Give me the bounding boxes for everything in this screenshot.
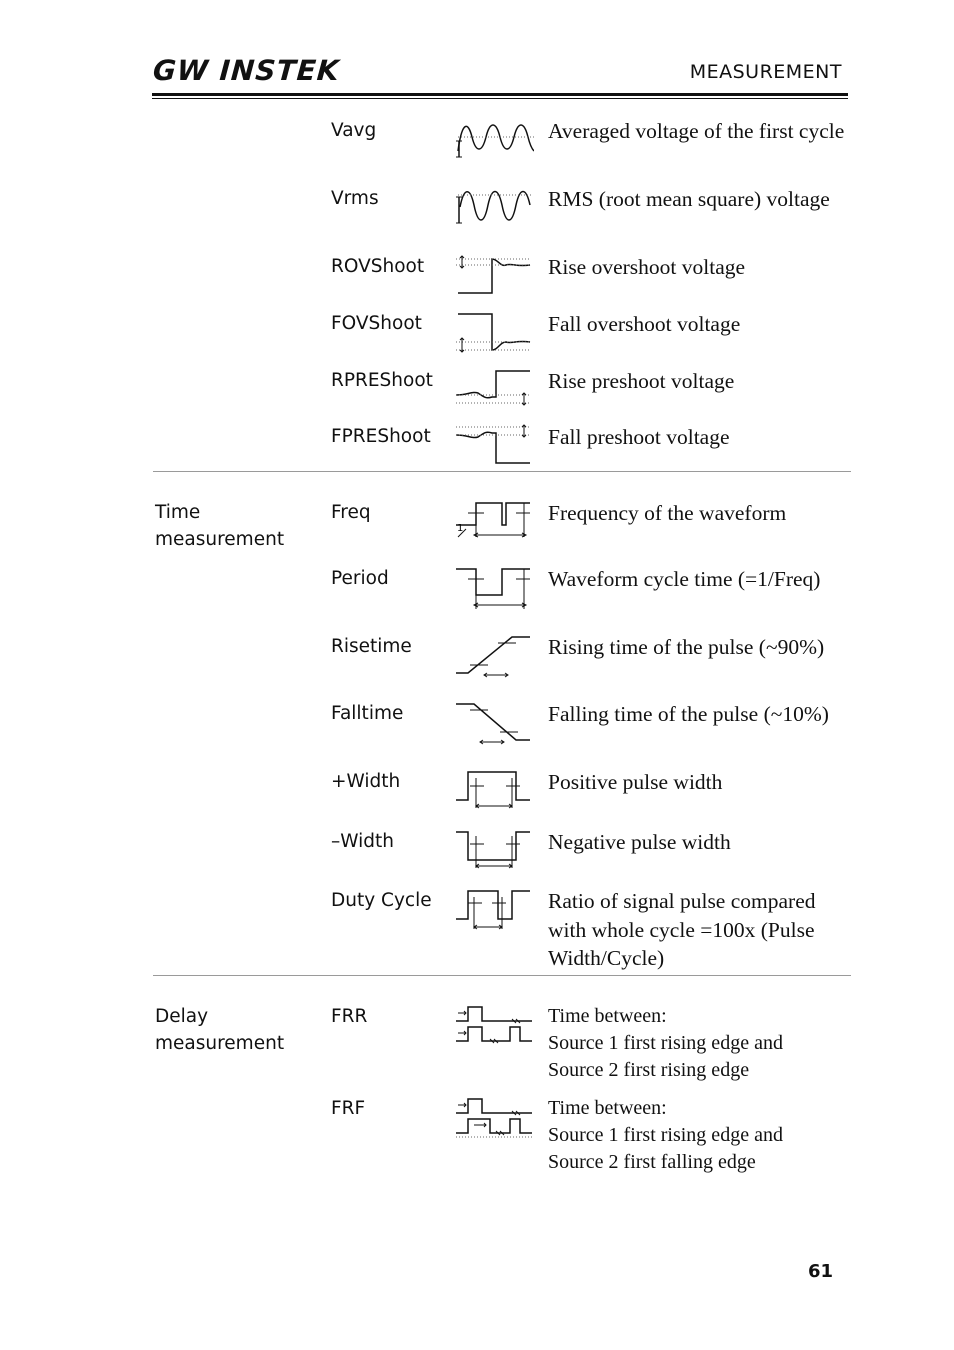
frequency-icon [454, 499, 534, 555]
measurement-name: –Width [331, 831, 394, 852]
measurement-name: Risetime [331, 636, 412, 657]
measurement-name: Vavg [331, 120, 377, 141]
measurement-name: FOVShoot [331, 313, 422, 334]
section-title: MEASUREMENT [689, 61, 842, 83]
measurement-description: Waveform cycle time (=1/Freq) [548, 567, 821, 591]
section-divider [153, 471, 851, 472]
fall-overshoot-icon [454, 310, 534, 366]
category-label: Delay measurement [155, 1006, 285, 1054]
measurement-name: FPREShoot [331, 426, 431, 447]
frf-icon [454, 1095, 534, 1151]
svg-text:1: 1 [457, 523, 464, 534]
measurement-description [548, 1095, 848, 1176]
measurement-description: Fall preshoot voltage [548, 425, 730, 449]
duty-cycle-icon [454, 887, 534, 943]
measurement-description: Falling time of the pulse (~10%) [548, 702, 829, 726]
measurement-name: Period [331, 568, 389, 589]
description-line: Source 2 first falling edge [548, 1151, 756, 1173]
rise-overshoot-icon [454, 253, 534, 309]
description-line: Time between: [548, 1097, 667, 1119]
vrms-icon [454, 185, 534, 241]
measurement-name: Duty Cycle [331, 890, 432, 911]
page-number: 61 [807, 1261, 833, 1282]
risetime-icon [454, 633, 534, 689]
period-icon [454, 565, 534, 621]
description-line: Source 1 first rising edge and [548, 1124, 783, 1146]
measurement-description: Rise preshoot voltage [548, 369, 735, 393]
measurement-name: FRF [331, 1098, 366, 1119]
vavg-icon [454, 117, 534, 173]
category-label: Time measurement [155, 502, 285, 550]
measurement-name: RPREShoot [331, 370, 433, 391]
measurement-description [548, 1003, 848, 1084]
description-line: Time between: [548, 1005, 667, 1027]
rise-preshoot-icon [454, 367, 534, 423]
description-line: Source 2 first rising edge [548, 1059, 750, 1081]
section-divider [153, 975, 851, 976]
measurement-name: Freq [331, 502, 371, 523]
measurement-name: Falltime [331, 703, 404, 724]
measurement-description: Negative pulse width [548, 830, 731, 854]
header-rule-thin [152, 98, 848, 99]
measurement-description: Fall overshoot voltage [548, 312, 741, 336]
measurement-description: Positive pulse width [548, 770, 723, 794]
measurement-description: Frequency of the waveform [548, 501, 787, 525]
brand-logo: GW INSTEK [151, 54, 341, 87]
measurement-description: Averaged voltage of the first cycle [548, 119, 845, 143]
measurement-description: Rise overshoot voltage [548, 255, 746, 279]
measurement-name: FRR [331, 1006, 368, 1027]
positive-width-icon [454, 768, 534, 824]
measurement-description: RMS (root mean square) voltage [548, 187, 830, 211]
measurement-name: Vrms [331, 188, 379, 209]
measurement-description: Rising time of the pulse (~90%) [548, 635, 825, 659]
description-line: Source 1 first rising edge and [548, 1032, 783, 1054]
header-rule [152, 93, 848, 96]
measurement-name: ROVShoot [331, 256, 425, 277]
negative-width-icon [454, 828, 534, 884]
measurement-description: Ratio of signal pulse compared with whole cycle =100x (Pulse Width/Cycle) [548, 889, 816, 970]
measurement-name: +Width [331, 771, 401, 792]
falltime-icon [454, 700, 534, 756]
frr-icon [454, 1003, 534, 1059]
